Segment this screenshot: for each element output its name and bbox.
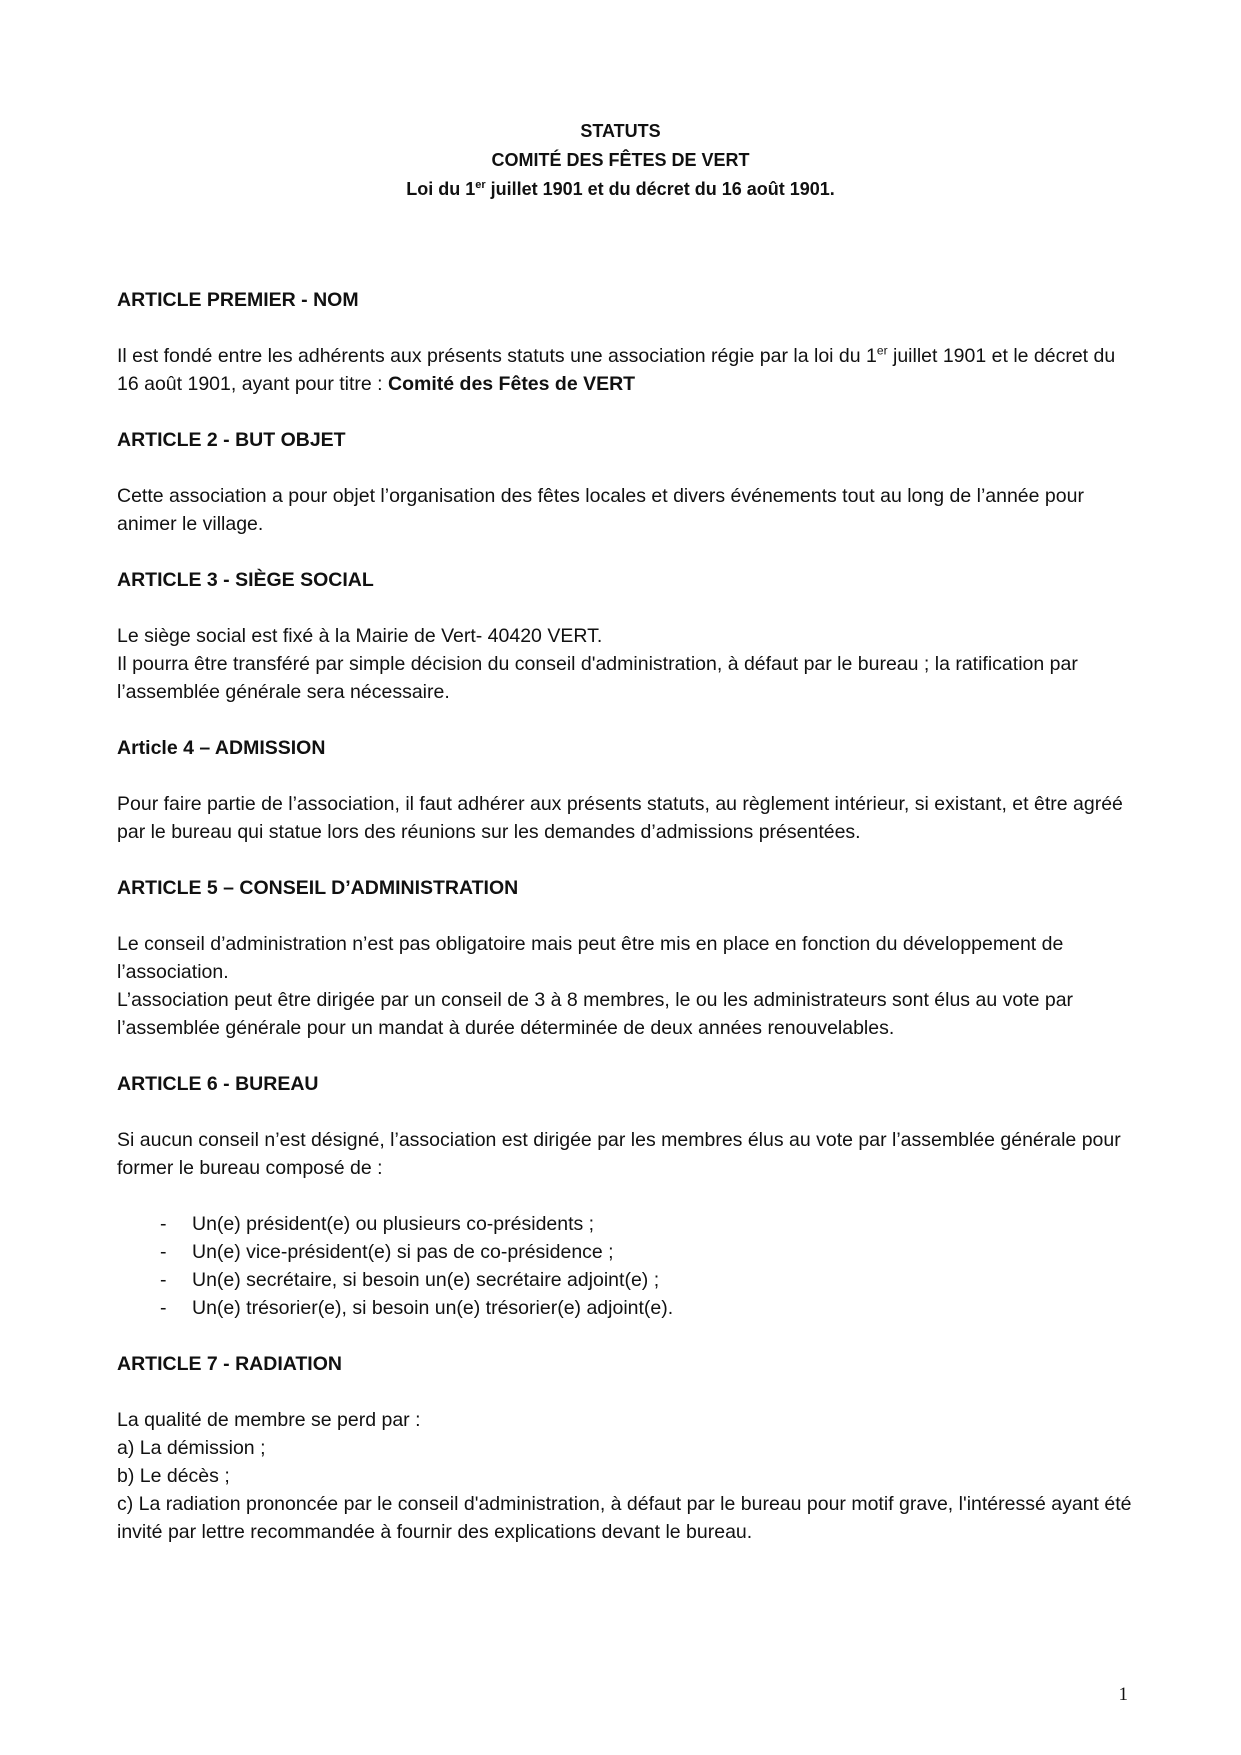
dash-bullet: - [160, 1241, 167, 1263]
article-1-text-mid: juillet 1901 et le décret du 16 août 1901, ayant pour titre : [117, 345, 1116, 395]
bureau-members-list [117, 1210, 1137, 1322]
article-1-superscript: er [876, 343, 888, 358]
article-6-heading: ARTICLE 6 - BUREAU [117, 1073, 319, 1095]
list-item [117, 1266, 1137, 1294]
law-text-start: Loi du 1 [406, 179, 476, 199]
article-3-paragraph-2: Il pourra être transféré par simple décision du conseil d'administration, à défaut par le bureau ; la ratification par l’assemblée générale sera nécessaire. [117, 653, 1078, 703]
article-4-paragraph: Pour faire partie de l’association, il faut adhérer aux présents statuts, au règlement intérieur, si existant, et être agréé par le bureau qui statue lors des réunions sur les demandes d’admissions présentées. [117, 793, 1123, 843]
list-item-text: Un(e) trésorier(e), si besoin un(e) trésorier(e) adjoint(e). [192, 1297, 674, 1319]
article-2-paragraph: Cette association a pour objet l’organisation des fêtes locales et divers événements tout au long de l’année pour animer le village. [117, 485, 1084, 535]
article-1-paragraph [117, 342, 1137, 398]
title-law-reference [0, 175, 1241, 204]
list-item-text: Un(e) vice-président(e) si pas de co-présidence ; [192, 1241, 614, 1263]
article-7-paragraph-1: La qualité de membre se perd par : [117, 1409, 421, 1431]
article-1-heading: ARTICLE PREMIER - NOM [117, 289, 359, 311]
article-4-heading: Article 4 – ADMISSION [117, 737, 326, 759]
article-5-paragraph-2: L’association peut être dirigée par un conseil de 3 à 8 membres, le ou les administrateurs sont élus au vote par l’assemblée générale pour un mandat à durée déterminée de deux années renouvelables. [117, 989, 1074, 1039]
list-item [117, 1210, 1137, 1238]
article-6-paragraph: Si aucun conseil n’est désigné, l’association est dirigée par les membres élus au vote par l’assemblée générale pour former le bureau composé de : [117, 1129, 1121, 1179]
law-superscript: er [475, 179, 486, 191]
article-7-paragraph-3: b) Le décès ; [117, 1465, 230, 1487]
article-5-paragraph-1: Le conseil d’administration n’est pas obligatoire mais peut être mis en place en fonction du développement de l’association. [117, 933, 1064, 983]
list-item-text: Un(e) secrétaire, si besoin un(e) secrétaire adjoint(e) ; [192, 1269, 660, 1291]
article-3-paragraph-1: Le siège social est fixé à la Mairie de Vert- 40420 VERT. [117, 625, 603, 647]
document-body [117, 286, 1137, 1546]
dash-bullet: - [160, 1213, 167, 1235]
article-2-heading: ARTICLE 2 - BUT OBJET [117, 429, 346, 451]
page-number: 1 [1118, 1684, 1128, 1705]
article-3-heading: ARTICLE 3 - SIÈGE SOCIAL [117, 569, 374, 591]
title-association-name: COMITÉ DES FÊTES DE VERT [491, 150, 750, 170]
list-item [117, 1294, 1137, 1322]
article-7-heading: ARTICLE 7 - RADIATION [117, 1353, 342, 1375]
article-7-paragraph-2: a) La démission ; [117, 1437, 266, 1459]
list-item-text: Un(e) président(e) ou plusieurs co-présidents ; [192, 1213, 595, 1235]
association-title: Comité des Fêtes de VERT [388, 373, 636, 395]
article-7-paragraph-4: c) La radiation prononcée par le conseil d'administration, à défaut par le bureau pour motif grave, l'intéressé ayant été invité par lettre recommandée à fournir des explications devant le bureau. [117, 1493, 1132, 1543]
article-5-heading: ARTICLE 5 – CONSEIL D’ADMINISTRATION [117, 877, 519, 899]
list-item [117, 1238, 1137, 1266]
document-title-block [0, 117, 1241, 204]
dash-bullet: - [160, 1297, 167, 1319]
article-1-text-start: Il est fondé entre les adhérents aux présents statuts une association régie par la loi du 1 [117, 345, 877, 367]
law-text-end: juillet 1901 et du décret du 16 août 1901. [485, 179, 835, 199]
title-statuts: STATUTS [580, 121, 661, 141]
dash-bullet: - [160, 1269, 167, 1291]
